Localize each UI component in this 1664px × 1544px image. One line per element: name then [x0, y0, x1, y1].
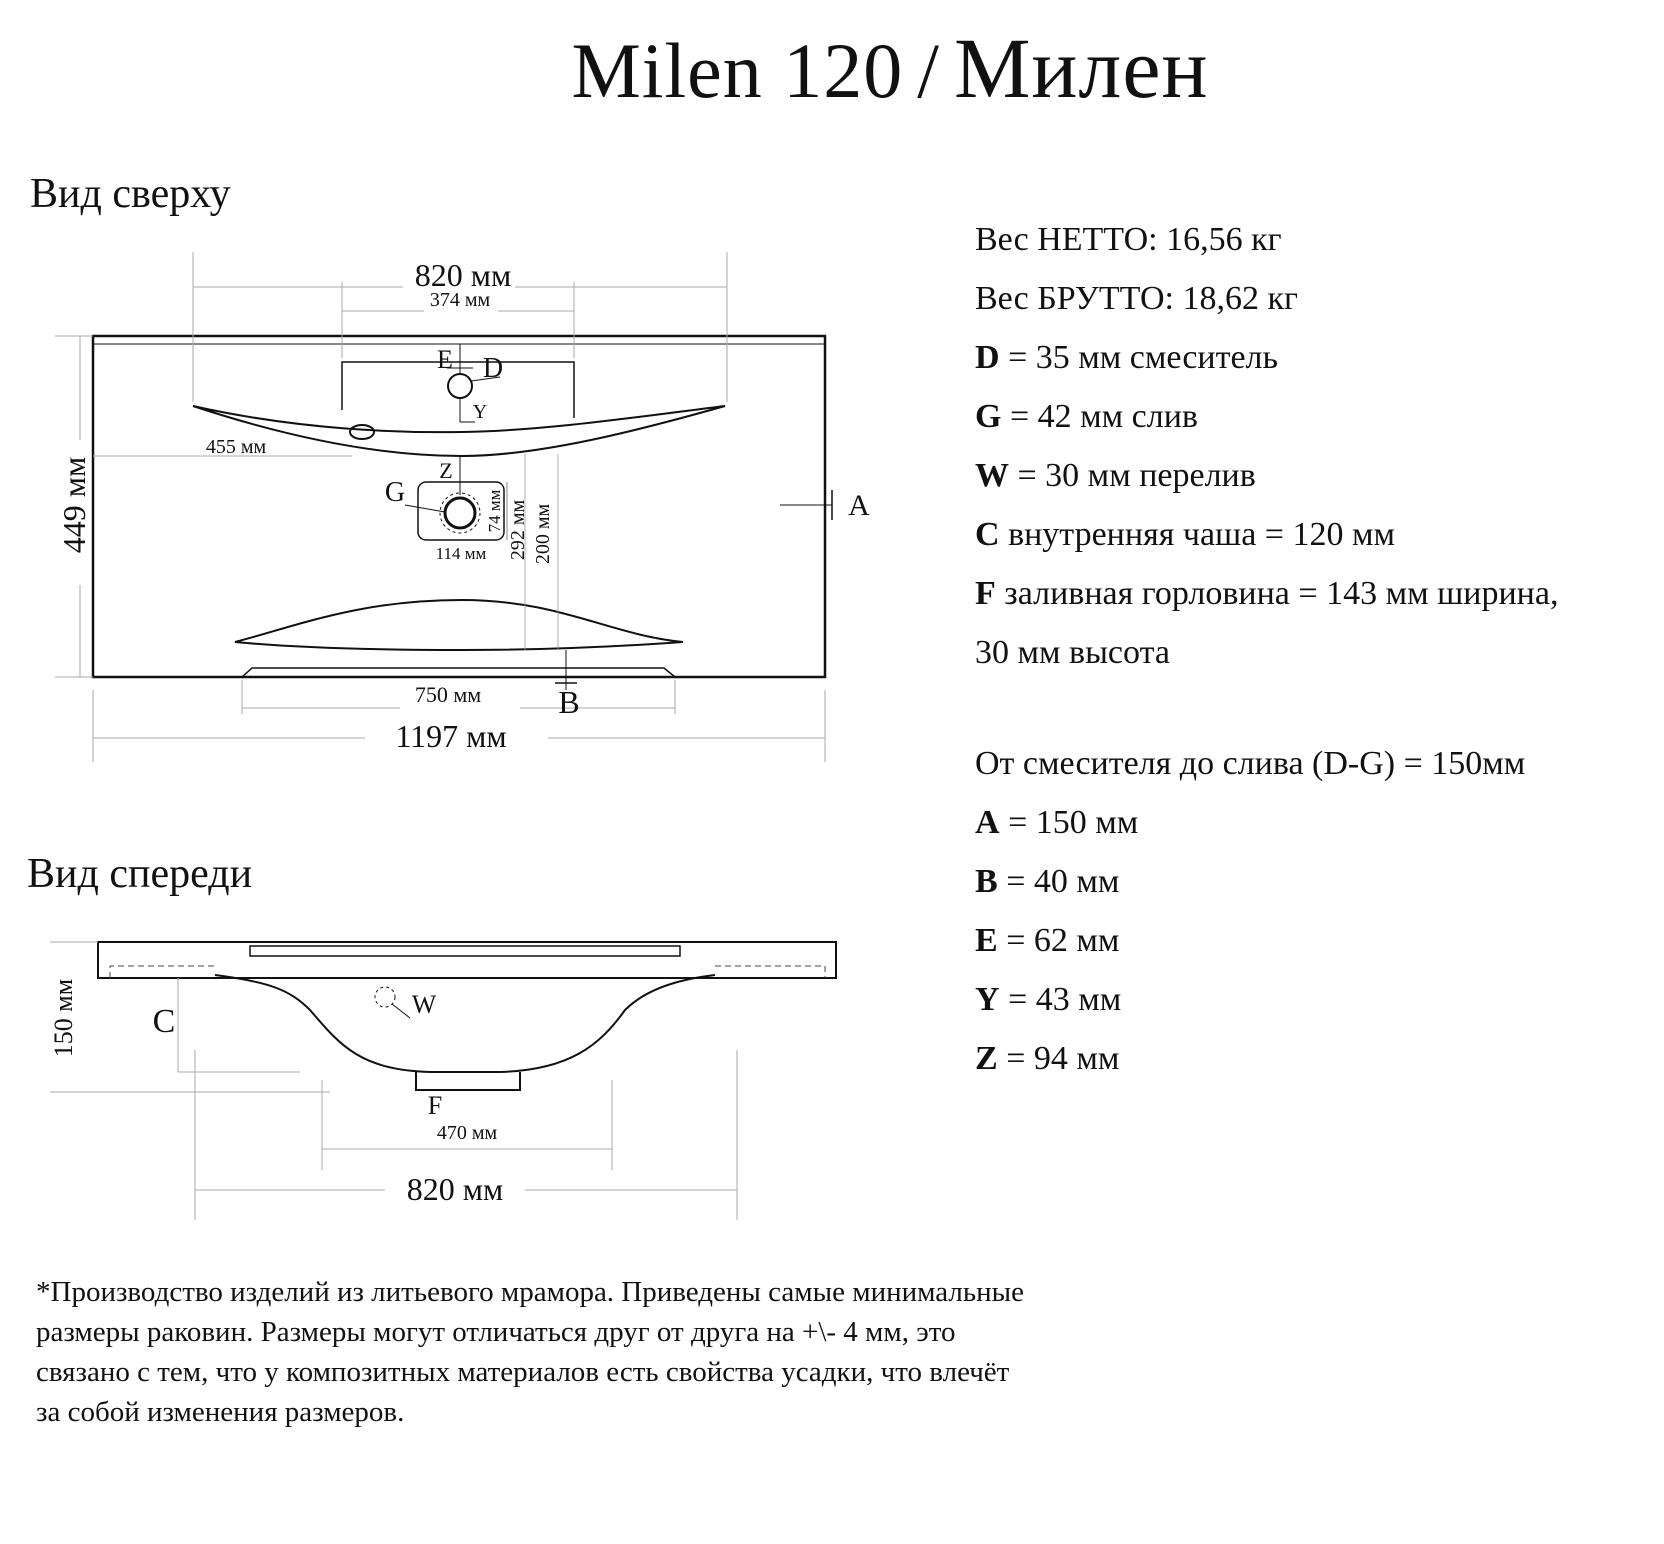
- label-D: D: [482, 353, 504, 384]
- dim-292: 292 мм: [507, 499, 529, 561]
- spec-row: От смесителя до слива (D-G) = 150мм: [975, 745, 1526, 782]
- overflow-hole: [350, 425, 374, 439]
- spec-row: Z = 94 мм: [975, 1040, 1120, 1077]
- label-B: B: [558, 684, 580, 720]
- dim-820-front: 820 мм: [406, 1171, 504, 1207]
- dim-114: 114 мм: [435, 544, 487, 563]
- spec-row: G = 42 мм слив: [975, 398, 1198, 435]
- label-E: E: [437, 345, 453, 374]
- title-slash: /: [917, 27, 940, 114]
- front-view-neck: [416, 1072, 520, 1090]
- spec-row: Вес БРУТТО: 18,62 кг: [975, 280, 1298, 317]
- spec-row: 30 мм высота: [975, 634, 1170, 671]
- dim-470: 470 мм: [436, 1122, 498, 1144]
- faucet-plate: [342, 362, 574, 418]
- label-C: C: [152, 1003, 176, 1040]
- spec-row: C внутренняя чаша = 120 мм: [975, 516, 1396, 553]
- title-model-ru: Милен: [953, 20, 1209, 116]
- top-view-heading: Вид сверху: [30, 171, 231, 217]
- title-model: Milen 120: [571, 27, 904, 114]
- spec-row: E = 62 мм: [975, 922, 1120, 959]
- spec-row: D = 35 мм смеситель: [975, 339, 1279, 376]
- dim-74: 74 мм: [485, 489, 504, 533]
- front-recess: [242, 668, 675, 677]
- front-wave-curve: [235, 600, 683, 650]
- dim-1197: 1197 мм: [395, 718, 507, 754]
- faucet-hole: [448, 374, 472, 398]
- label-W: W: [411, 990, 437, 1019]
- dim-750: 750 мм: [414, 682, 482, 707]
- dim-374: 374 мм: [429, 289, 491, 311]
- label-G: G: [384, 477, 406, 508]
- dim-200: 200 мм: [532, 503, 554, 565]
- front-view-bowl: [215, 975, 715, 1072]
- footnote: *Производство изделий из литьевого мрамора. Приведены самые минимальные размеры раковин. Размеры могут отличаться друг от друга на +\- 4 мм, это связано с тем, что у композитных материалов есть свойства усадки, что влечёт за собой изменения размеров.: [36, 1276, 1024, 1428]
- dim-150: 150 мм: [49, 978, 78, 1058]
- spec-row: A = 150 мм: [975, 804, 1139, 841]
- label-Z: Z: [439, 458, 453, 483]
- label-F: F: [427, 1091, 443, 1120]
- spec-row: B = 40 мм: [975, 863, 1120, 900]
- dim-455: 455 мм: [205, 436, 267, 458]
- bowl-rim-curve: [193, 406, 725, 456]
- label-A: A: [848, 489, 870, 522]
- spec-row: Вес НЕТТО: 16,56 кг: [975, 221, 1282, 258]
- front-view-slot: [250, 946, 680, 956]
- dim-820-top: 820 мм: [414, 257, 512, 293]
- front-view-countertop: [98, 942, 836, 978]
- drain-hole: [445, 498, 475, 528]
- spec-row: Y = 43 мм: [975, 981, 1122, 1018]
- spec-row: F заливная горловина = 143 мм ширина,: [975, 575, 1559, 612]
- spec-row: W = 30 мм перелив: [975, 457, 1256, 494]
- dim-449: 449 мм: [56, 456, 92, 554]
- top-view-outline: [93, 336, 825, 677]
- specs-list: [975, 210, 1558, 1088]
- label-Y: Y: [472, 401, 488, 423]
- front-view-heading: Вид спереди: [27, 851, 253, 897]
